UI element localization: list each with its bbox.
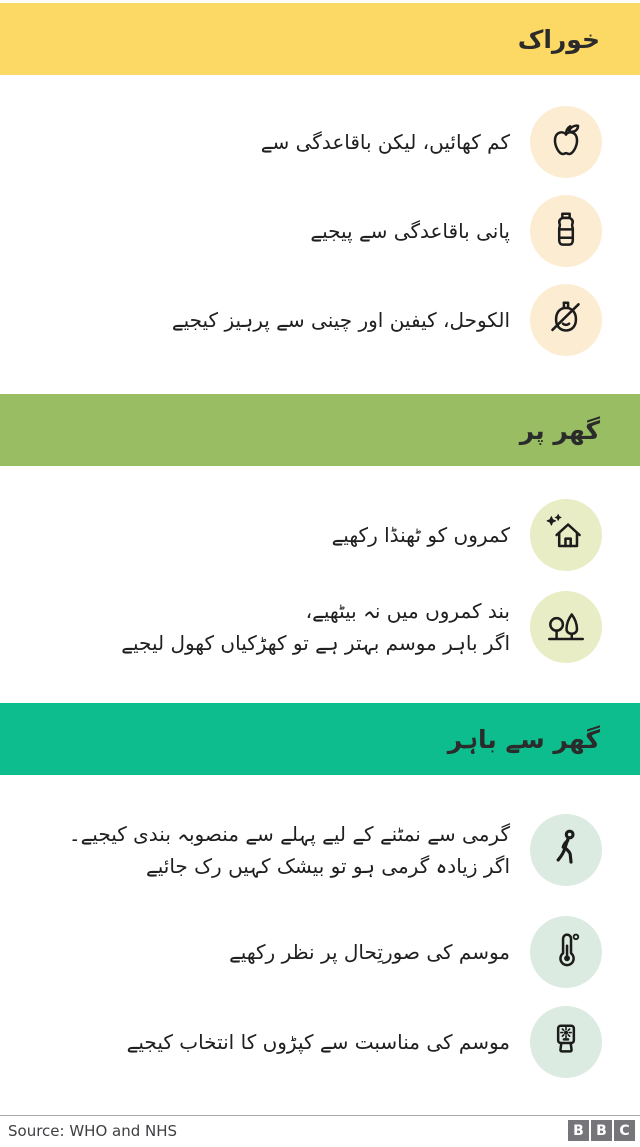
- tip-text: [261, 126, 510, 158]
- section-band: [0, 703, 640, 775]
- bbc-logo-letter: C: [614, 1120, 635, 1141]
- section-items: [0, 75, 640, 356]
- tip-item: [20, 284, 602, 356]
- sunscreen-icon: [530, 1006, 602, 1078]
- tip-line: بند کمروں میں نہ بیٹھیے،: [305, 599, 510, 623]
- section-items: [0, 775, 640, 1078]
- tip-item: [20, 499, 602, 571]
- heat-advice-infographic: [0, 3, 640, 1078]
- tip-line: کم کھائیں، لیکن باقاعدگی سے: [260, 130, 510, 154]
- tip-item: [20, 814, 602, 886]
- bbc-logo: [568, 1120, 635, 1141]
- no-alcohol-icon: [530, 284, 602, 356]
- section-band: [0, 3, 640, 75]
- tip-line: موسم کی صورتِحال پر نظر رکھیے: [229, 940, 510, 964]
- tip-item: [20, 591, 602, 663]
- house-sparkle-icon: [530, 499, 602, 571]
- tip-text: [127, 1026, 510, 1058]
- source-text: Source: WHO and NHS: [8, 1121, 178, 1140]
- walking-person-icon: [530, 814, 602, 886]
- tip-item: [20, 1006, 602, 1078]
- section: [0, 3, 640, 356]
- water-bottle-icon: [530, 195, 602, 267]
- tip-line: پانی باقاعدگی سے پیجیے: [310, 219, 510, 243]
- tip-item: [20, 195, 602, 267]
- tip-text: [172, 304, 510, 336]
- section: [0, 394, 640, 663]
- bbc-logo-letter: B: [591, 1120, 612, 1141]
- section-title: گھر پر: [519, 415, 600, 445]
- section-title: خوراک: [517, 24, 600, 54]
- tip-text: [69, 818, 510, 882]
- tip-line: موسم کی مناسبت سے کپڑوں کا انتخاب کیجیے: [126, 1030, 510, 1054]
- section-items: [0, 466, 640, 663]
- section-band: [0, 394, 640, 466]
- tip-text: [121, 595, 510, 659]
- tip-line: اگر باہر موسم بہتر ہے تو کھڑکیاں کھول لیجیے: [121, 631, 510, 655]
- tip-text: [332, 519, 510, 551]
- apple-icon: [530, 106, 602, 178]
- tip-line: گرمی سے نمٹنے کے لیے پہلے سے منصوبہ بندی کیجیے۔: [68, 822, 510, 846]
- tip-line: اگر زیادہ گرمی ہو تو بیشک کہیں رک جائیے: [146, 854, 510, 878]
- trees-icon: [530, 591, 602, 663]
- tip-item: [20, 916, 602, 988]
- tip-text: [229, 936, 510, 968]
- footer: [0, 1115, 640, 1147]
- thermometer-icon: [530, 916, 602, 988]
- tip-item: [20, 106, 602, 178]
- section: [0, 703, 640, 1078]
- tip-line: کمروں کو ٹھنڈا رکھیے: [331, 523, 510, 547]
- bbc-logo-letter: B: [568, 1120, 589, 1141]
- tip-text: [310, 215, 510, 247]
- section-title: گھر سے باہر: [447, 724, 600, 754]
- tip-line: الکوحل، کیفین اور چینی سے پرہیز کیجیے: [171, 308, 510, 332]
